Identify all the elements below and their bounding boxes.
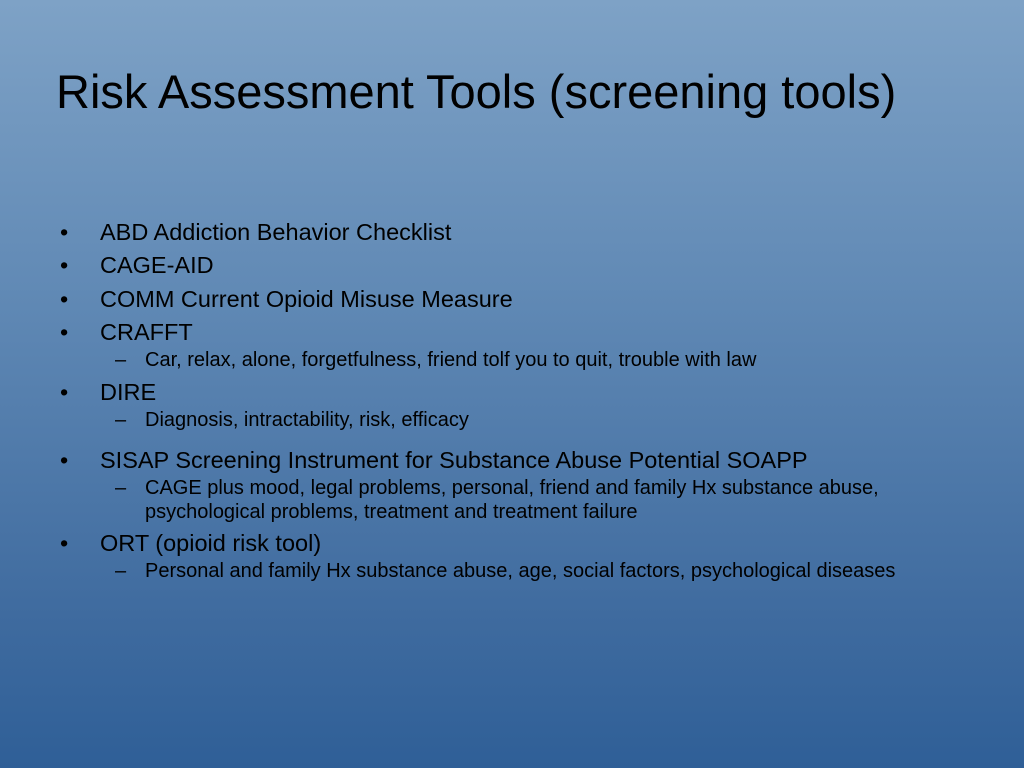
slide-title: Risk Assessment Tools (screening tools) [56, 65, 897, 118]
bullet-icon: • [60, 218, 69, 245]
bullet-item-cage-aid [60, 251, 960, 279]
bullet-text: CRAFFT [100, 319, 193, 345]
bullet-icon: • [60, 252, 69, 278]
bullet-list [60, 212, 960, 583]
dash-icon: – [115, 476, 127, 499]
bullet-icon: • [60, 530, 69, 556]
bullet-text: CAGE-AID [100, 252, 214, 278]
bullet-text: DIRE [100, 378, 157, 405]
bullet-text: SISAP Screening Instrument for Substance Abuse Potential SOAPP [100, 446, 808, 473]
bullet-icon: • [60, 319, 69, 345]
sub-item-dire-detail [100, 408, 915, 432]
sub-item-crafft-detail [100, 348, 915, 372]
bullet-item-sisap [60, 446, 960, 524]
sub-list [100, 559, 960, 583]
bullet-icon: • [60, 378, 69, 405]
sub-item-text: Personal and family Hx substance abuse, age, social factors, psychological diseases [145, 560, 896, 582]
sub-item-text: Car, relax, alone, forgetfulness, friend tolf you to quit, trouble with law [145, 349, 757, 371]
bullet-item-ort [60, 529, 960, 583]
sub-list [100, 476, 960, 524]
sub-list [100, 408, 960, 432]
dash-icon: – [115, 349, 127, 371]
dash-icon: – [115, 408, 127, 431]
bullet-icon: • [60, 285, 69, 312]
sub-item-ort-detail [100, 559, 915, 583]
bullet-text: COMM Current Opioid Misuse Measure [100, 285, 513, 312]
dash-icon: – [115, 560, 127, 582]
bullet-item-comm [60, 285, 960, 313]
sub-item-sisap-detail [100, 476, 915, 524]
sub-list [100, 348, 960, 372]
sub-item-text: CAGE plus mood, legal problems, personal, friend and family Hx substance abuse, psychological problems, treatment and treatment failure [145, 476, 879, 523]
bullet-item-abd [60, 218, 960, 246]
bullet-item-dire [60, 378, 960, 432]
bullet-text: ABD Addiction Behavior Checklist [100, 218, 452, 245]
bullet-text: ORT (opioid risk tool) [100, 530, 322, 556]
sub-item-text: Diagnosis, intractability, risk, efficacy [145, 408, 469, 431]
bullet-icon: • [60, 446, 69, 473]
bullet-item-crafft [60, 318, 960, 372]
